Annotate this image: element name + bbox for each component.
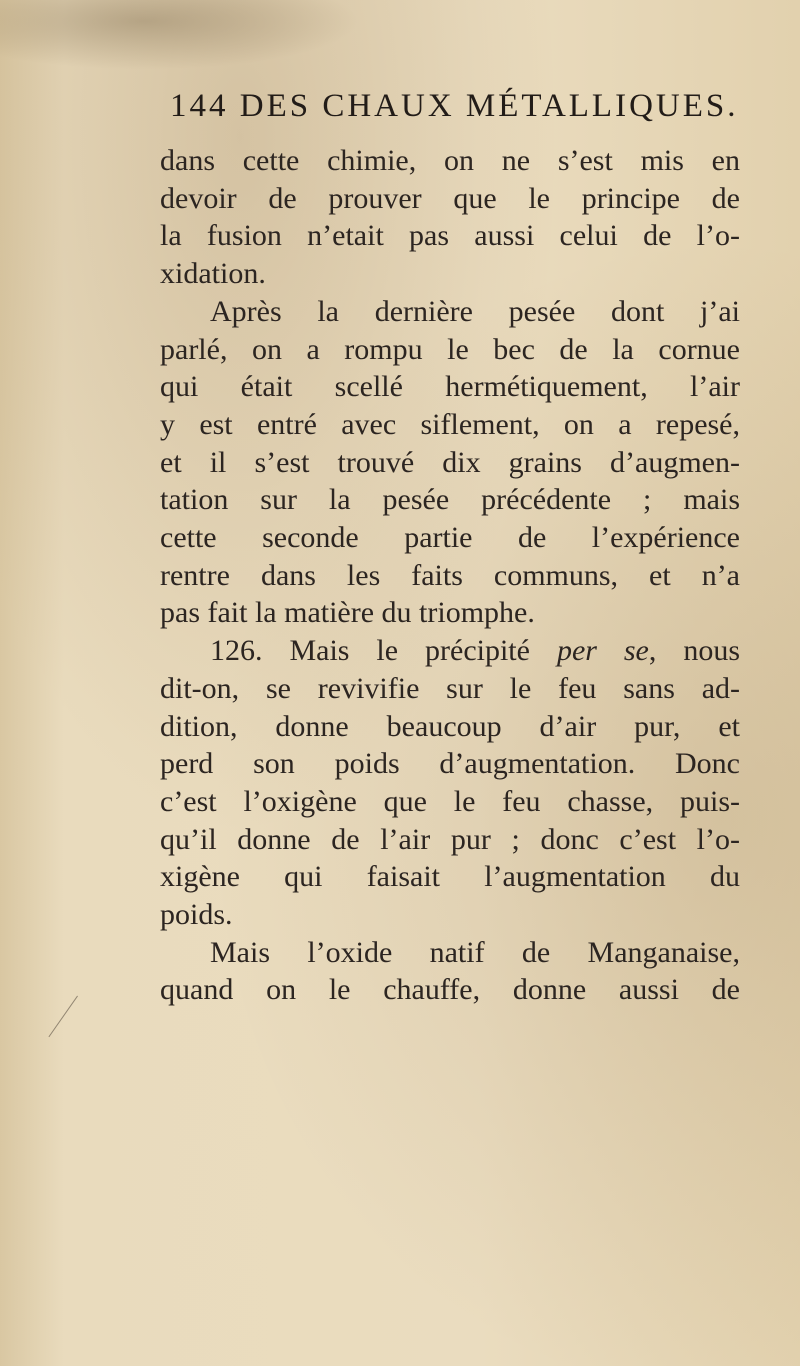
text-line: xidation. (160, 257, 266, 291)
text-line: dit-on, se revivifie sur le feu sans ad- (160, 671, 740, 705)
text-line: dans cette chimie, on ne s’est mis en (160, 144, 740, 177)
text-span: , nous (648, 634, 741, 668)
text-line: tation sur la pesée précédente ; mais (160, 483, 740, 517)
text-line: qui était scellé hermétiquement, l’air (160, 370, 740, 404)
text-line: qu’il donne de l’air pur ; donc c’est l’o- (160, 822, 740, 856)
text-line: devoir de prouver que le principe de (160, 181, 740, 215)
text-line: et il s’est trouvé dix grains d’augmen- (160, 445, 740, 479)
italic-latin-phrase: per se (556, 634, 649, 668)
body-text (160, 142, 740, 1009)
text-line-paragraph-126 (160, 632, 740, 670)
text-line: Mais l’oxide natif de Manganaise, (210, 935, 740, 969)
text-line: y est entré avec siflement, on a repesé, (160, 407, 740, 441)
text-line: perd son poids d’augmentation. Donc (160, 747, 740, 781)
text-line: pas fait la matière du triomphe. (160, 596, 535, 630)
text-line: Après la dernière pesée dont j’ai (210, 294, 740, 328)
text-line: quand on le chauffe, donne aussi de (160, 973, 740, 1007)
running-title: DES CHAUX MÉTALLIQUES. (239, 88, 739, 124)
text-span: 126. Mais le précipité (210, 634, 530, 668)
text-line: cette seconde partie de l’expérience (160, 521, 740, 555)
text-line: la fusion n’etait pas aussi celui de l’o- (160, 219, 740, 253)
margin-mark (48, 996, 102, 1055)
text-line: dition, donne beaucoup d’air pur, et (160, 709, 740, 743)
text-line: c’est l’oxigène que le feu chasse, puis- (160, 784, 740, 818)
text-line: rentre dans les faits communs, et n’a (160, 558, 740, 592)
page-stain (0, 0, 360, 70)
text-line: xigène qui faisait l’augmentation du (160, 860, 740, 894)
page-number: 144 (170, 88, 229, 124)
running-header (170, 88, 740, 125)
text-line: poids. (160, 898, 233, 932)
text-line: parlé, on a rompu le bec de la cornue (160, 332, 740, 366)
